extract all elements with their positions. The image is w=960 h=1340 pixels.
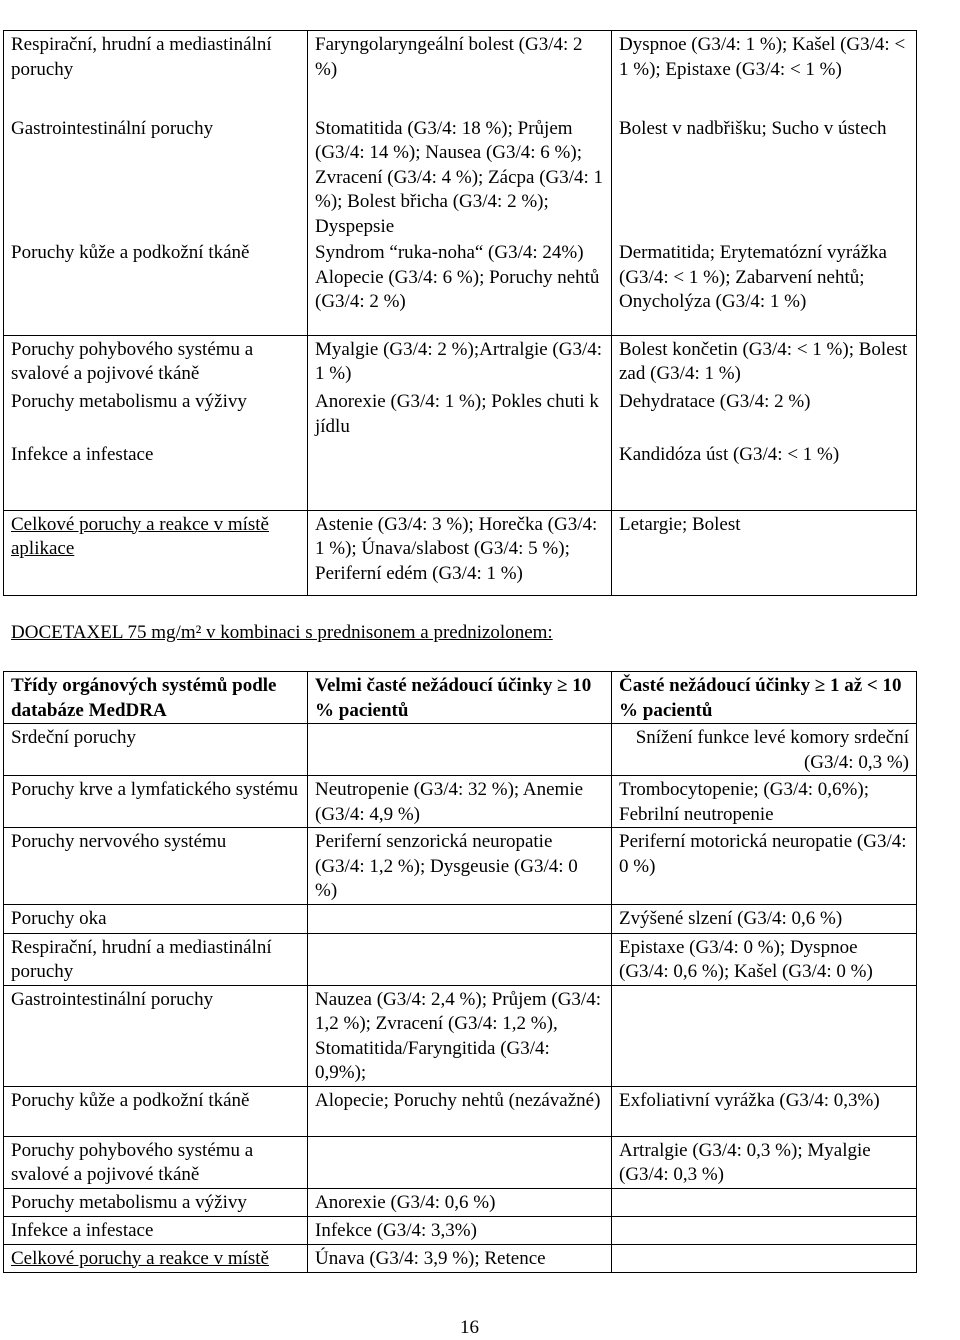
table-row	[4, 1216, 917, 1244]
table-cell	[308, 724, 612, 776]
table-row	[4, 828, 917, 905]
table-cell: Anorexie (G3/4: 1 %); Pokles chuti k jídlu	[308, 388, 612, 441]
table-cell	[612, 985, 917, 1086]
page-number: 16	[460, 1317, 479, 1338]
table-cell: Letargie; Bolest	[612, 510, 917, 595]
table-cell: Periferní motorická neuropatie (G3/4: 0 %)	[612, 828, 917, 905]
table-cell: Celkové poruchy a reakce v místě aplikace	[4, 510, 308, 595]
table-cell: Poruchy pohybového systému a svalové a pojivové tkáně	[4, 1136, 308, 1188]
table-cell: Únava (G3/4: 3,9 %); Retence	[308, 1244, 612, 1272]
table-cell: Neutropenie (G3/4: 32 %); Anemie (G3/4: 4,9 %)	[308, 776, 612, 828]
table-cell: Poruchy krve a lymfatického systému	[4, 776, 308, 828]
table-row	[4, 724, 917, 776]
table-row	[4, 1086, 917, 1136]
table-row	[4, 510, 917, 595]
table-row	[4, 388, 917, 441]
table-row	[4, 1136, 917, 1188]
table-cell: Artralgie (G3/4: 0,3 %); Myalgie (G3/4: 0,3 %)	[612, 1136, 917, 1188]
section-caption: DOCETAXEL 75 mg/m² v kombinaci s prednisonem a prednizolonem:	[11, 622, 553, 643]
table-cell: Dyspnoe (G3/4: 1 %); Kašel (G3/4: < 1 %); Epistaxe (G3/4: < 1 %)	[612, 31, 917, 115]
table-cell: Poruchy metabolismu a výživy	[4, 388, 308, 441]
table-cell: Poruchy nervového systému	[4, 828, 308, 905]
table-row	[4, 115, 917, 240]
table-cell: Celkové poruchy a reakce v místě	[4, 1244, 308, 1272]
adverse-effects-table-1	[3, 30, 917, 596]
table-cell: Snížení funkce levé komory srdeční (G3/4: 0,3 %)	[612, 724, 917, 776]
table-cell: Gastrointestinální poruchy	[4, 115, 308, 240]
table-cell: Nauzea (G3/4: 2,4 %); Průjem (G3/4: 1,2 %); Zvracení (G3/4: 1,2 %), Stomatitida/Faryngitida (G3/4: 0,9%);	[308, 985, 612, 1086]
table-cell: Poruchy kůže a podkožní tkáně	[4, 239, 308, 335]
table-cell	[612, 1216, 917, 1244]
table-cell: Infekce a infestace	[4, 441, 308, 510]
table-cell: Periferní senzorická neuropatie (G3/4: 1,2 %); Dysgeusie (G3/4: 0 %)	[308, 828, 612, 905]
table-cell	[308, 1136, 612, 1188]
table-cell: Poruchy kůže a podkožní tkáně	[4, 1086, 308, 1136]
table-row	[4, 776, 917, 828]
table-cell: Respirační, hrudní a mediastinální poruchy	[4, 933, 308, 985]
table-cell	[308, 933, 612, 985]
table-cell: Kandidóza úst (G3/4: < 1 %)	[612, 441, 917, 510]
table-cell: Anorexie (G3/4: 0,6 %)	[308, 1188, 612, 1216]
table-cell: Stomatitida (G3/4: 18 %); Průjem (G3/4: 14 %); Nausea (G3/4: 6 %); Zvracení (G3/4: 4 %); Zácpa (G3/4: 1 %); Bolest břicha (G3/4: 2 %); Dyspepsie	[308, 115, 612, 240]
table-cell	[308, 904, 612, 933]
column-header: Velmi časté nežádoucí účinky ≥ 10 % pacientů	[308, 672, 612, 724]
table-cell: Gastrointestinální poruchy	[4, 985, 308, 1086]
table-cell: Dehydratace (G3/4: 2 %)	[612, 388, 917, 441]
table-cell: Myalgie (G3/4: 2 %);Artralgie (G3/4: 1 %)	[308, 335, 612, 388]
table-cell: Bolest v nadbřišku; Sucho v ústech	[612, 115, 917, 240]
column-header: Časté nežádoucí účinky ≥ 1 až < 10 % pacientů	[612, 672, 917, 724]
table-row	[4, 933, 917, 985]
table-cell	[308, 441, 612, 510]
table-row	[4, 1244, 917, 1272]
table-row	[4, 441, 917, 510]
table-row	[4, 31, 917, 115]
table-cell: Infekce (G3/4: 3,3%)	[308, 1216, 612, 1244]
table-cell: Syndrom “ruka-noha“ (G3/4: 24%) Alopecie (G3/4: 6 %); Poruchy nehtů (G3/4: 2 %)	[308, 239, 612, 335]
column-header: Třídy orgánových systémů podle databáze MedDRA	[4, 672, 308, 724]
table-row	[4, 239, 917, 335]
table-cell: Faryngolaryngeální bolest (G3/4: 2 %)	[308, 31, 612, 115]
table-cell: Dermatitida; Erytematózní vyrážka (G3/4: < 1 %); Zabarvení nehtů; Onycholýza (G3/4: 1 %)	[612, 239, 917, 335]
table-cell: Alopecie; Poruchy nehtů (nezávažné)	[308, 1086, 612, 1136]
table-cell	[612, 1244, 917, 1272]
table-cell	[612, 1188, 917, 1216]
adverse-effects-table-2	[3, 671, 917, 1273]
table-cell: Respirační, hrudní a mediastinální poruchy	[4, 31, 308, 115]
table-row	[4, 985, 917, 1086]
table-row	[4, 904, 917, 933]
table-cell: Exfoliativní vyrážka (G3/4: 0,3%)	[612, 1086, 917, 1136]
table-row	[4, 1188, 917, 1216]
table-cell: Poruchy oka	[4, 904, 308, 933]
table-cell: Infekce a infestace	[4, 1216, 308, 1244]
table-row	[4, 335, 917, 388]
table-cell: Astenie (G3/4: 3 %); Horečka (G3/4: 1 %); Únava/slabost (G3/4: 5 %); Periferní edém (G3/4: 1 %)	[308, 510, 612, 595]
table-cell: Bolest končetin (G3/4: < 1 %); Bolest zad (G3/4: 1 %)	[612, 335, 917, 388]
table-header-row	[4, 672, 917, 724]
table-cell: Zvýšené slzení (G3/4: 0,6 %)	[612, 904, 917, 933]
table-cell: Poruchy metabolismu a výživy	[4, 1188, 308, 1216]
table-cell: Srdeční poruchy	[4, 724, 308, 776]
table-cell: Epistaxe (G3/4: 0 %); Dyspnoe (G3/4: 0,6 %); Kašel (G3/4: 0 %)	[612, 933, 917, 985]
table-cell: Trombocytopenie; (G3/4: 0,6%); Febrilní neutropenie	[612, 776, 917, 828]
table-cell: Poruchy pohybového systému a svalové a pojivové tkáně	[4, 335, 308, 388]
